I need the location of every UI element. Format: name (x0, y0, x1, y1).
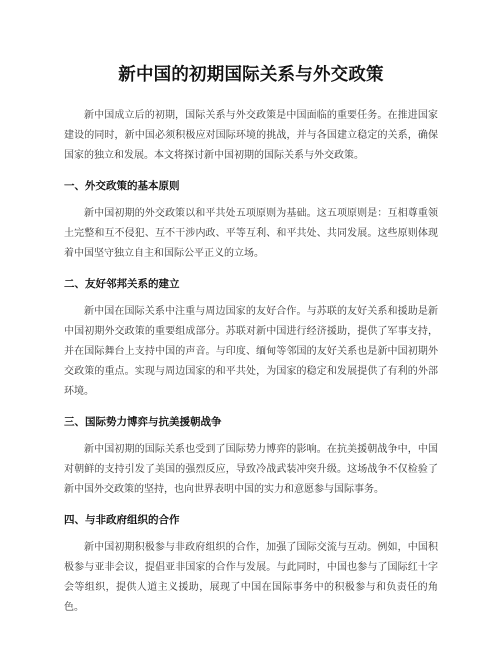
section-paragraph: 新中国在国际关系中注重与周边国家的友好合作。与苏联的友好关系和援助是新中国初期外交政策的重要组成部分。苏联对新中国进行经济援助，提供了军事支持，并在国际舞台上支持中国的声音。与印度、缅甸等邻国的友好关系也是新中国初期外交政策的重点。实现与周边国家的和平共处，为国家的稳定和发展提供了有利的外部环境。 (64, 306, 438, 397)
section-heading: 四、与非政府组织的合作 (64, 514, 180, 526)
document-title: 新中国的初期国际关系与外交政策 (118, 65, 384, 85)
section-basic-principles (64, 178, 438, 264)
section-ngo-cooperation (64, 512, 438, 618)
section-heading: 一、外交政策的基本原则 (64, 180, 180, 192)
section-paragraph: 新中国初期的外交政策以和平共处五项原则为基础。这五项原则是：互相尊重领土完整和互不侵犯、互不干涉内政、平等互利、和平共处、共同发展。这些原则体现着中国坚守独立自主和国际公平正义的立场。 (64, 208, 438, 259)
intro-paragraph: 新中国成立后的初期，国际关系与外交政策是中国面临的重要任务。在推进国家建设的同时，新中国必须积极应对国际环境的挑战，并与各国建立稳定的关系，确保国家的独立和发展。本文将探讨新中国初期的国际关系与外交政策。 (64, 110, 438, 161)
section-korean-war (64, 414, 438, 500)
section-paragraph: 新中国初期的国际关系也受到了国际势力博弈的影响。在抗美援朝战争中，中国对朝鲜的支持引发了美国的强烈反应，导致冷战武装冲突升级。这场战争不仅检验了新中国外交政策的坚持，也向世界表明中国的实力和意愿参与国际事务。 (64, 444, 438, 495)
section-heading: 二、友好邻邦关系的建立 (64, 278, 180, 290)
section-heading: 三、国际势力博弈与抗美援朝战争 (64, 416, 222, 428)
section-paragraph: 新中国初期积极参与非政府组织的合作，加强了国际交流与互动。例如，中国积极参与亚非会议，提倡亚非国家的合作与发展。与此同时，中国也参与了国际红十字会等组织，提供人道主义援助，展现了中国在国际事务中的积极参与和负责任的角色。 (64, 542, 438, 613)
section-neighbor-relations (64, 276, 438, 402)
